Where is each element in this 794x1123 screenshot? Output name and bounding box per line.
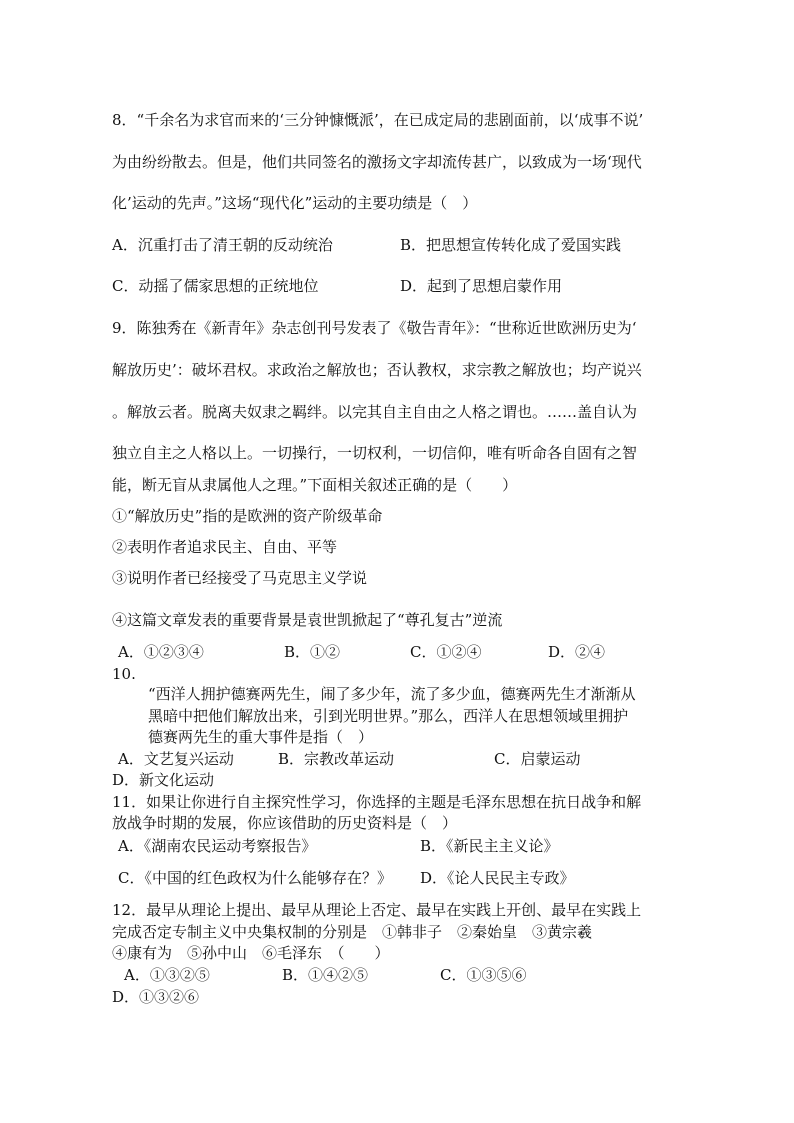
q10-number: 10. bbox=[112, 665, 136, 683]
q11-option-b: B．《新民主主义论》 bbox=[420, 837, 559, 855]
q8-stem-line-2: 为由纷纷散去。但是，他们共同签名的激扬文字却流传甚广，以致成为一场‘现代 bbox=[112, 153, 642, 171]
q10-option-c: C．启蒙运动 bbox=[494, 750, 581, 768]
q8-stem-line-3: 化’运动的先声。”这场“现代化”运动的主要功绩是（ ） bbox=[112, 194, 478, 212]
q12-stem-line-2: 完成否定专制主义中央集权制的分别是 ①韩非子 ②秦始皇 ③黄宗羲 bbox=[112, 923, 593, 941]
q8-option-d: D．起到了思想启蒙作用 bbox=[400, 277, 563, 295]
q11-stem-line-2: 放战争时期的发展，你应该借助的历史资料是（ ） bbox=[112, 814, 458, 832]
q9-option-d: D．②④ bbox=[548, 643, 606, 661]
q10-stem-line-3: 德赛两先生的重大事件是指（ ） bbox=[148, 728, 374, 746]
q12-option-d: D．①③②⑥ bbox=[112, 988, 200, 1006]
q8-option-c: C．动摇了儒家思想的正统地位 bbox=[112, 277, 319, 295]
q10-stem-line-2: 黑暗中把他们解放出来，引到光明世界。”那么，西洋人在思想领域里拥护 bbox=[148, 707, 629, 725]
q9-stem-line-1: 9．陈独秀在《新青年》杂志创刊号发表了《敬告青年》：“世称近世欧洲历史为‘ bbox=[112, 319, 637, 337]
q9-option-b: B．①② bbox=[284, 643, 341, 661]
q12-option-b: B．①④②⑤ bbox=[282, 966, 369, 984]
q8-stem-line-1: 8．“千余名为求官而来的‘三分钟慷慨派’，在已成定局的悲剧面前，以‘成事不说’ bbox=[112, 111, 644, 129]
q8-option-a: A．沉重打击了清王朝的反动统治 bbox=[112, 236, 333, 254]
q12-stem-line-1: 12．最早从理论上提出、最早从理论上否定、最早在实践上开创、最早在实践上 bbox=[112, 901, 642, 919]
q12-option-c: C．①③⑤⑥ bbox=[440, 966, 527, 984]
q9-stem-line-5: 能，断无盲从隶属他人之理。”下面相关叙述正确的是（ ） bbox=[112, 476, 518, 494]
q9-statement-1: ①“解放历史”指的是欧洲的资产阶级革命 bbox=[112, 507, 383, 525]
q10-stem-line-1: “西洋人拥护德赛两先生，闹了多少年，流了多少血，德赛两先生才渐渐从 bbox=[148, 685, 636, 703]
q11-option-a: A．《湖南农民运动考察报告》 bbox=[118, 837, 317, 855]
q11-option-d: D．《论人民民主专政》 bbox=[420, 869, 575, 887]
q12-option-a: A．①③②⑤ bbox=[124, 966, 210, 984]
q10-option-d: D．新文化运动 bbox=[112, 771, 215, 789]
q9-stem-line-4: 独立自主之人格以上。一切操行，一切权利，一切信仰，唯有听命各自固有之智 bbox=[112, 444, 638, 462]
q11-option-c: C．《中国的红色政权为什么能够存在？》 bbox=[118, 869, 392, 887]
q9-option-a: A．①②③④ bbox=[118, 643, 204, 661]
q9-option-c: C．①②④ bbox=[410, 643, 482, 661]
q9-statement-4: ④这篇文章发表的重要背景是袁世凯掀起了“尊孔复古”逆流 bbox=[112, 611, 503, 629]
q9-stem-line-2: 解放历史’：破坏君权。求政治之解放也；否认教权，求宗教之解放也；均产说兴 bbox=[112, 361, 642, 379]
q10-option-a: A．文艺复兴运动 bbox=[118, 750, 234, 768]
q11-stem-line-1: 11．如果让你进行自主探究性学习，你选择的主题是毛泽东思想在抗日战争和解 bbox=[112, 793, 642, 811]
q9-statement-2: ②表明作者追求民主、自由、平等 bbox=[112, 538, 338, 556]
q10-option-b: B．宗教改革运动 bbox=[278, 750, 395, 768]
q9-stem-line-3: 。解放云者。脱离夫奴隶之羁绊。以完其自主自由之人格之谓也。……盖自认为 bbox=[112, 403, 638, 421]
q12-stem-line-3: ④康有为 ⑤孙中山 ⑥毛泽东 （ ） bbox=[112, 944, 390, 962]
q8-option-b: B．把思想宣传转化成了爱国实践 bbox=[400, 236, 622, 254]
q9-statement-3: ③说明作者已经接受了马克思主义学说 bbox=[112, 569, 368, 587]
